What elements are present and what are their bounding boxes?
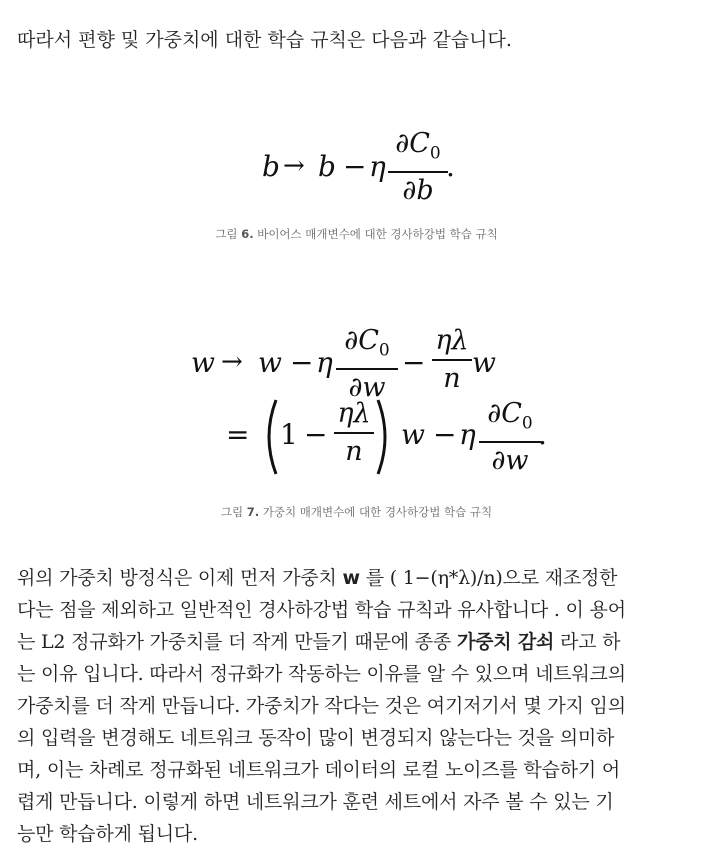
eq2-fraction-reg-1 — [432, 325, 472, 395]
eq2-period: . — [538, 418, 547, 451]
eq2-one: 1 — [280, 418, 298, 451]
eq1-eta: η — [369, 150, 386, 183]
eq2-reg-var: w — [472, 346, 496, 379]
eq1-period: . — [446, 150, 455, 183]
figure-caption-6: 그림 6. 바이어스 매개변수에 대한 경사하강법 학습 규칙 — [215, 227, 498, 241]
eq2-lhs: w — [191, 346, 215, 379]
eq2-left-paren — [260, 398, 280, 476]
eq2-right-paren — [374, 398, 394, 476]
eq2-fraction-grad-1 — [336, 325, 398, 404]
weight-symbol: w — [342, 567, 360, 589]
paragraph-line: 위의 가중치 방정식은 이제 먼저 가중치 w 를 ( 1−(η*λ)/n)으로 재조정한 — [17, 567, 618, 589]
eq2-arrow: → — [221, 347, 243, 377]
paragraph-line: 는 이유 입니다. 따라서 정규화가 작동하는 이유를 알 수 있으며 네트워크의 — [17, 663, 626, 685]
eq1-numerator: $\partial C_0$ — [395, 128, 441, 164]
eq2-minus-3: − — [304, 418, 328, 451]
eq2-w-2: w — [401, 418, 425, 451]
eq1-minus: − — [343, 150, 367, 183]
eq2-fraction-bar-2 — [479, 441, 541, 443]
eq1-rhs-var: b — [318, 150, 336, 183]
eq2-reg-numerator-1: ηλ — [435, 325, 469, 356]
eq2-fraction-grad-2 — [479, 398, 541, 477]
eq2-fraction-bar-1 — [336, 368, 398, 370]
eq1-denominator: ∂b — [402, 174, 434, 206]
eq2-reg-denominator-2: n — [345, 435, 363, 467]
eq2-reg-numerator-2: ηλ — [337, 398, 371, 429]
eq2-equals: = — [226, 418, 250, 451]
eq2-minus-4: − — [433, 418, 457, 451]
eq2-reg-bar-1 — [432, 359, 472, 361]
figure-caption-7: 그림 7. 가중치 매개변수에 대한 경사하강법 학습 규칙 — [220, 505, 493, 519]
eq1-arrow: → — [283, 151, 305, 181]
paragraph-line: 의 입력을 변경해도 네트워크 동작이 많이 변경되지 않는다는 것을 의미하 — [17, 727, 615, 749]
eq2-denominator-2: ∂w — [491, 444, 529, 476]
paragraph-line: 다는 점을 제외하고 일반적인 경사하강법 학습 규칙과 유사합니다 . 이 용어 — [17, 599, 626, 621]
eq2-eta-1: η — [316, 346, 333, 379]
eq2-reg-denominator-1: n — [443, 362, 461, 394]
paragraph-line: 렵게 만듭니다. 이렇게 하면 네트워크가 훈련 세트에서 자주 볼 수 있는 기 — [17, 791, 614, 813]
eq2-reg-bar-2 — [334, 432, 374, 434]
eq2-minus-1: − — [290, 346, 314, 379]
eq2-rhs-var: w — [258, 346, 282, 379]
paragraph-line: 능만 학습하게 됩니다. — [17, 823, 198, 845]
eq2-fraction-reg-2 — [334, 398, 374, 468]
eq2-numerator-1: $\partial C_0$ — [344, 325, 390, 361]
paragraph-line: 가중치를 더 작게 만듭니다. 가중치가 작다는 것은 여기저기서 몇 가지 임의 — [17, 695, 626, 717]
paragraph-line: 며, 이는 차례로 정규화된 네트워크가 데이터의 로컬 노이즈를 학습하기 어 — [17, 759, 621, 781]
weight-decay-term: 가중치 감쇠 — [456, 631, 555, 653]
eq2-numerator-2: $\partial C_0$ — [487, 398, 533, 434]
eq2-denominator-1: ∂w — [348, 371, 386, 403]
intro-text: 따라서 편향 및 가중치에 대한 학습 규칙은 다음과 같습니다. — [17, 29, 512, 51]
eq2-minus-2: − — [402, 346, 426, 379]
eq1-lhs: b — [262, 150, 280, 183]
paragraph-line: 는 L2 정규화가 가중치를 더 작게 만들기 때문에 종종 가중치 감쇠 라고 하 — [17, 631, 621, 653]
eq2-eta-2: η — [459, 418, 476, 451]
body-paragraph — [17, 562, 701, 850]
